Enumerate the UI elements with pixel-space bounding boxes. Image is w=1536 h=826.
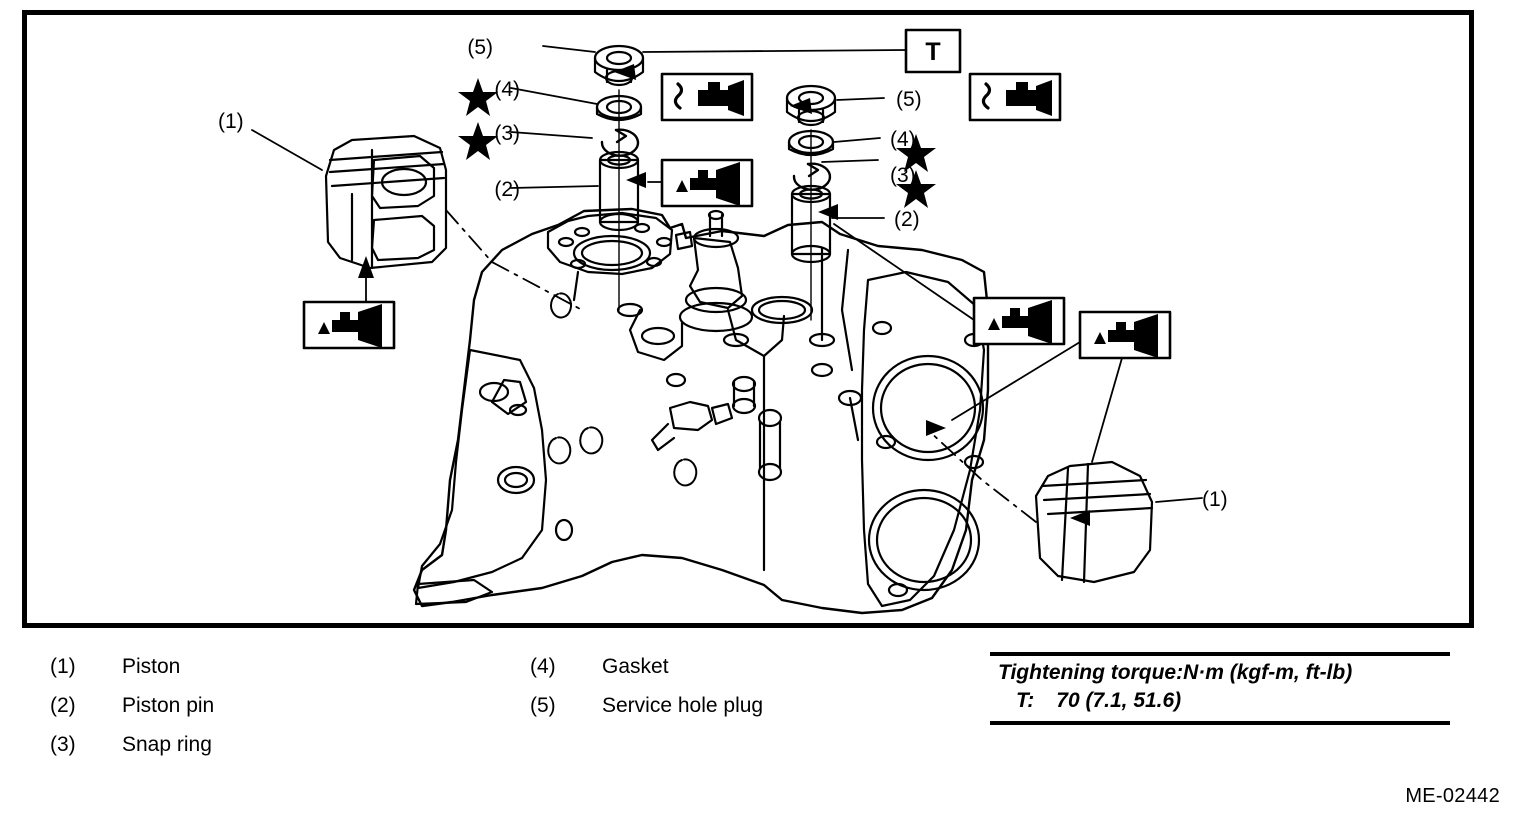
legend-number: (4) [530, 655, 556, 678]
legend-item [530, 694, 763, 733]
callout-5-top: (5) [467, 36, 493, 59]
legend-label: Piston pin [122, 694, 215, 717]
legend-number: (2) [50, 694, 76, 717]
star-icon-gasket-left [458, 78, 498, 116]
oil-icon-box-right-pin [974, 298, 1064, 344]
piston-right-illustration [1036, 462, 1152, 582]
legend-number: (1) [50, 655, 76, 678]
legend-label: Gasket [602, 655, 669, 678]
torque-rule-bottom [990, 721, 1450, 725]
piston-left-illustration [326, 136, 446, 268]
oil-icon-box-left-piston [304, 302, 394, 348]
oil-icon-box-right-cylinder [1080, 312, 1170, 358]
callout-3-left: (3) [494, 122, 520, 145]
legend-number: (5) [530, 694, 556, 717]
callout-1-right: (1) [1202, 488, 1228, 511]
callout-5-right: (5) [896, 88, 922, 111]
torque-value: 70 (7.1, 51.6) [1056, 689, 1182, 712]
callout-1-left: (1) [218, 110, 244, 133]
oil-icon-box-left-pin [662, 160, 752, 206]
legend-item [530, 655, 763, 694]
legend-item [50, 733, 214, 772]
callout-2-left: (2) [494, 178, 520, 201]
legend-column-1 [50, 655, 214, 772]
legend-column-2 [530, 655, 763, 733]
legend-label: Snap ring [122, 733, 212, 756]
callout-4-right: (4) [890, 128, 916, 151]
callout-2-right: (2) [894, 208, 920, 231]
sealant-icon-box-right [970, 74, 1060, 120]
torque-key: T: [1016, 689, 1035, 712]
legend-item [50, 694, 214, 733]
sealant-icon-box-left [662, 74, 752, 120]
legend-item [50, 655, 214, 694]
torque-label-icon [906, 30, 960, 72]
star-icon-snapring-left [458, 122, 498, 160]
legend-label: Piston [122, 655, 181, 678]
torque-title: Tightening torque:N·m (kgf-m, ft-lb) [998, 661, 1353, 684]
legend-label: Service hole plug [602, 694, 764, 717]
torque-value-row [990, 687, 1450, 719]
legend-number: (3) [50, 733, 76, 756]
figure-code: ME-02442 [1405, 785, 1500, 807]
tightening-torque-table [990, 652, 1450, 725]
torque-marker-text: T [925, 38, 941, 66]
callout-4-left: (4) [494, 78, 520, 101]
callout-3-right: (3) [890, 164, 916, 187]
engine-exploded-diagram [22, 10, 1474, 628]
